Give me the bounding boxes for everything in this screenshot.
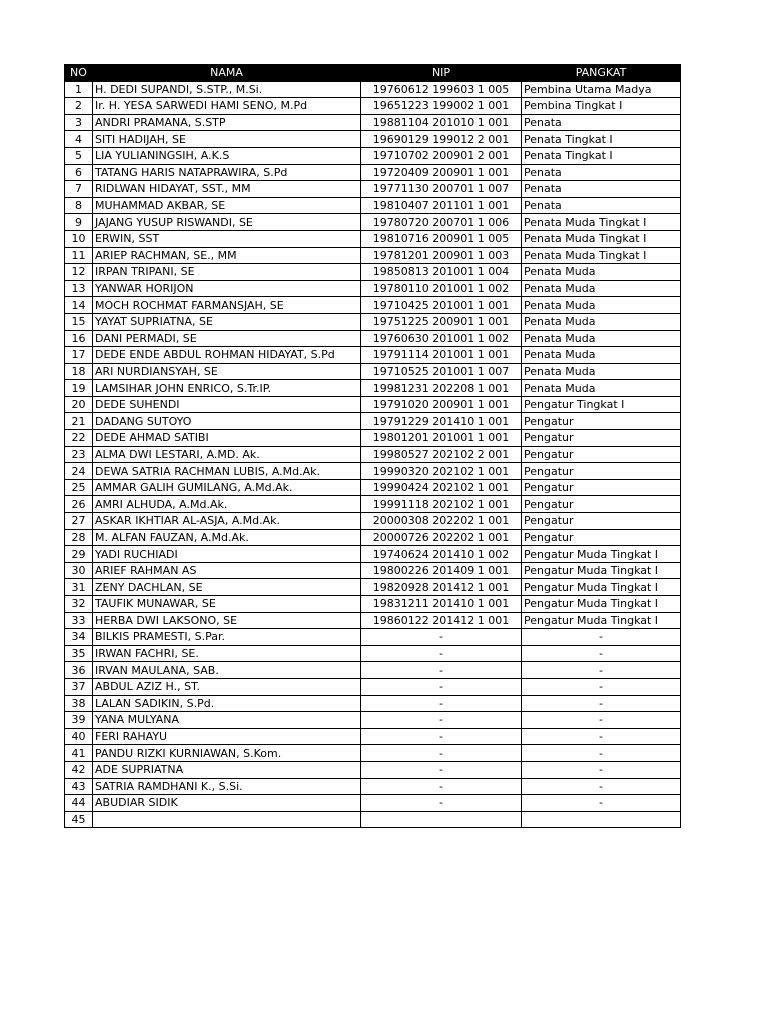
cell-nip: 19780720 200701 1 006: [361, 214, 522, 231]
cell-nip: 19810407 201101 1 001: [361, 197, 522, 214]
cell-pangkat: Pengatur Muda Tingkat I: [522, 562, 681, 579]
cell-pangkat: Pengatur: [522, 463, 681, 480]
cell-nama: ERWIN, SST: [93, 230, 361, 247]
cell-nama: TATANG HARIS NATAPRAWIRA, S.Pd: [93, 164, 361, 181]
cell-pangkat: Penata: [522, 197, 681, 214]
table-row: [65, 347, 681, 364]
cell-nip: 19791020 200901 1 001: [361, 396, 522, 413]
cell-pangkat: -: [522, 662, 681, 679]
cell-pangkat: Pengatur: [522, 529, 681, 546]
cell-pangkat: Pengatur Muda Tingkat I: [522, 579, 681, 596]
cell-no: 36: [65, 662, 93, 679]
cell-pangkat: Pembina Utama Madya: [522, 81, 681, 98]
table-row: [65, 579, 681, 596]
cell-nip: -: [361, 728, 522, 745]
cell-nama: LAMSIHAR JOHN ENRICO, S.Tr.IP.: [93, 380, 361, 397]
cell-nama: YAYAT SUPRIATNA, SE: [93, 313, 361, 330]
cell-no: 9: [65, 214, 93, 231]
cell-no: 20: [65, 396, 93, 413]
cell-pangkat: Penata Tingkat I: [522, 131, 681, 148]
cell-no: 34: [65, 629, 93, 646]
cell-no: 16: [65, 330, 93, 347]
cell-nama: YANWAR HORIJON: [93, 280, 361, 297]
cell-pangkat: Penata Muda: [522, 280, 681, 297]
table-row: [65, 446, 681, 463]
cell-no: 14: [65, 297, 93, 314]
table-row: [65, 297, 681, 314]
cell-nip: 19990320 202102 1 001: [361, 463, 522, 480]
cell-no: 31: [65, 579, 93, 596]
cell-no: 7: [65, 181, 93, 198]
cell-pangkat: Penata Muda: [522, 380, 681, 397]
table-row: [65, 811, 681, 828]
cell-no: 10: [65, 230, 93, 247]
table-row: [65, 546, 681, 563]
cell-pangkat: Penata Muda: [522, 297, 681, 314]
cell-nip: 19991118 202102 1 001: [361, 496, 522, 513]
table-row: [65, 529, 681, 546]
cell-no: 30: [65, 562, 93, 579]
cell-pangkat: Penata: [522, 181, 681, 198]
cell-pangkat: -: [522, 761, 681, 778]
cell-pangkat: Pembina Tingkat I: [522, 98, 681, 115]
cell-pangkat: Pengatur: [522, 430, 681, 447]
cell-nip: 19981231 202208 1 001: [361, 380, 522, 397]
cell-nama: LALAN SADIKIN, S.Pd.: [93, 695, 361, 712]
cell-nama: DANI PERMADI, SE: [93, 330, 361, 347]
cell-nip: 19781201 200901 1 003: [361, 247, 522, 264]
cell-nama: IRPAN TRIPANI, SE: [93, 264, 361, 281]
cell-nip: 19760612 199603 1 005: [361, 81, 522, 98]
cell-no: 3: [65, 114, 93, 131]
cell-pangkat: -: [522, 728, 681, 745]
cell-nip: 19740624 201410 1 002: [361, 546, 522, 563]
table-row: [65, 131, 681, 148]
cell-nip: 19791114 201001 1 001: [361, 347, 522, 364]
cell-nama: HERBA DWI LAKSONO, SE: [93, 612, 361, 629]
cell-pangkat: -: [522, 645, 681, 662]
cell-nama: ASKAR IKHTIAR AL-ASJA, A.Md.Ak.: [93, 513, 361, 530]
cell-nama: [93, 811, 361, 828]
table-row: [65, 98, 681, 115]
table-row: [65, 612, 681, 629]
table-row: [65, 562, 681, 579]
cell-no: 41: [65, 745, 93, 762]
cell-no: 13: [65, 280, 93, 297]
cell-nip: 19810716 200901 1 005: [361, 230, 522, 247]
cell-nip: -: [361, 778, 522, 795]
table-row: [65, 81, 681, 98]
cell-no: 35: [65, 645, 93, 662]
table-body: [65, 81, 681, 828]
cell-nip: 19850813 201001 1 004: [361, 264, 522, 281]
cell-no: 17: [65, 347, 93, 364]
cell-pangkat: Penata: [522, 164, 681, 181]
cell-nama: DEDE SUHENDI: [93, 396, 361, 413]
table-row: [65, 712, 681, 729]
cell-no: 2: [65, 98, 93, 115]
cell-nama: ABDUL AZIZ H., ST.: [93, 678, 361, 695]
cell-no: 28: [65, 529, 93, 546]
cell-no: 4: [65, 131, 93, 148]
cell-pangkat: Pengatur: [522, 479, 681, 496]
cell-nip: -: [361, 712, 522, 729]
cell-nama: RIDLWAN HIDAYAT, SST., MM: [93, 181, 361, 198]
table-row: [65, 695, 681, 712]
cell-no: 18: [65, 363, 93, 380]
cell-no: 23: [65, 446, 93, 463]
table-row: [65, 463, 681, 480]
cell-nama: M. ALFAN FAUZAN, A.Md.Ak.: [93, 529, 361, 546]
table-row: [65, 745, 681, 762]
cell-nama: AMMAR GALIH GUMILANG, A.Md.Ak.: [93, 479, 361, 496]
table-row: [65, 114, 681, 131]
cell-pangkat: Penata Muda: [522, 264, 681, 281]
cell-nip: 19710525 201001 1 007: [361, 363, 522, 380]
cell-no: 1: [65, 81, 93, 98]
table-row: [65, 479, 681, 496]
table-row: [65, 147, 681, 164]
cell-no: 32: [65, 596, 93, 613]
table-row: [65, 280, 681, 297]
cell-pangkat: -: [522, 695, 681, 712]
cell-no: 6: [65, 164, 93, 181]
cell-nip: -: [361, 678, 522, 695]
cell-no: 38: [65, 695, 93, 712]
table-row: [65, 795, 681, 812]
cell-nama: ADE SUPRIATNA: [93, 761, 361, 778]
cell-nip: 19760630 201001 1 002: [361, 330, 522, 347]
cell-pangkat: Penata Muda Tingkat I: [522, 230, 681, 247]
cell-no: 43: [65, 778, 93, 795]
cell-no: 42: [65, 761, 93, 778]
cell-no: 37: [65, 678, 93, 695]
cell-nama: PANDU RIZKI KURNIAWAN, S.Kom.: [93, 745, 361, 762]
cell-nip: 19801201 201001 1 001: [361, 430, 522, 447]
cell-pangkat: Pengatur: [522, 496, 681, 513]
cell-pangkat: -: [522, 712, 681, 729]
cell-nip: -: [361, 745, 522, 762]
cell-pangkat: Penata Muda Tingkat I: [522, 247, 681, 264]
cell-pangkat: Penata Muda: [522, 313, 681, 330]
cell-nama: SATRIA RAMDHANI K., S.Si.: [93, 778, 361, 795]
cell-no: 27: [65, 513, 93, 530]
cell-nip: -: [361, 761, 522, 778]
cell-no: 21: [65, 413, 93, 430]
table-row: [65, 264, 681, 281]
cell-nama: MOCH ROCHMAT FARMANSJAH, SE: [93, 297, 361, 314]
cell-nama: AMRI ALHUDA, A.Md.Ak.: [93, 496, 361, 513]
cell-nama: BILKIS PRAMESTI, S.Par.: [93, 629, 361, 646]
cell-pangkat: Pengatur: [522, 513, 681, 530]
cell-nama: IRWAN FACHRI, SE.: [93, 645, 361, 662]
cell-nip: 19800226 201409 1 001: [361, 562, 522, 579]
cell-pangkat: [522, 811, 681, 828]
cell-no: 26: [65, 496, 93, 513]
header-nip: NIP: [361, 65, 522, 82]
cell-nip: -: [361, 629, 522, 646]
cell-nama: IRVAN MAULANA, SAB.: [93, 662, 361, 679]
cell-nip: 19980527 202102 2 001: [361, 446, 522, 463]
cell-no: 11: [65, 247, 93, 264]
cell-nama: ARIEP RACHMAN, SE., MM: [93, 247, 361, 264]
cell-nip: 19771130 200701 1 007: [361, 181, 522, 198]
cell-pangkat: Pengatur Muda Tingkat I: [522, 612, 681, 629]
table-row: [65, 181, 681, 198]
table-row: [65, 380, 681, 397]
cell-nip: 19820928 201412 1 001: [361, 579, 522, 596]
cell-pangkat: Penata Muda Tingkat I: [522, 214, 681, 231]
cell-no: 40: [65, 728, 93, 745]
cell-no: 44: [65, 795, 93, 812]
employee-sheet: [64, 64, 680, 828]
cell-nama: LIA YULIANINGSIH, A.K.S: [93, 147, 361, 164]
cell-pangkat: -: [522, 778, 681, 795]
cell-pangkat: -: [522, 678, 681, 695]
cell-pangkat: Pengatur Muda Tingkat I: [522, 596, 681, 613]
employee-table: [64, 64, 681, 828]
table-row: [65, 330, 681, 347]
table-row: [65, 596, 681, 613]
cell-nip: 19751225 200901 1 001: [361, 313, 522, 330]
cell-nama: ZENY DACHLAN, SE: [93, 579, 361, 596]
cell-nip: -: [361, 695, 522, 712]
cell-no: 33: [65, 612, 93, 629]
table-row: [65, 678, 681, 695]
table-row: [65, 396, 681, 413]
cell-no: 8: [65, 197, 93, 214]
table-row: [65, 496, 681, 513]
cell-pangkat: -: [522, 745, 681, 762]
table-row: [65, 230, 681, 247]
cell-nama: ANDRI PRAMANA, S.STP: [93, 114, 361, 131]
header-pangkat: PANGKAT: [522, 65, 681, 82]
table-row: [65, 778, 681, 795]
table-row: [65, 645, 681, 662]
cell-nama: DEDE AHMAD SATIBI: [93, 430, 361, 447]
cell-nama: Ir. H. YESA SARWEDI HAMI SENO, M.Pd: [93, 98, 361, 115]
cell-pangkat: Pengatur: [522, 446, 681, 463]
cell-no: 39: [65, 712, 93, 729]
cell-pangkat: -: [522, 629, 681, 646]
cell-nip: 19990424 202102 1 001: [361, 479, 522, 496]
cell-nip: -: [361, 795, 522, 812]
cell-nip: 19881104 201010 1 001: [361, 114, 522, 131]
cell-nama: DEDE ENDE ABDUL ROHMAN HIDAYAT, S.Pd: [93, 347, 361, 364]
table-row: [65, 214, 681, 231]
cell-nama: DADANG SUTOYO: [93, 413, 361, 430]
cell-pangkat: Penata Tingkat I: [522, 147, 681, 164]
cell-pangkat: -: [522, 795, 681, 812]
cell-pangkat: Penata Muda: [522, 347, 681, 364]
header-row: [65, 65, 681, 82]
table-row: [65, 728, 681, 745]
table-row: [65, 313, 681, 330]
cell-no: 19: [65, 380, 93, 397]
table-row: [65, 197, 681, 214]
cell-nip: 19710425 201001 1 001: [361, 297, 522, 314]
cell-nama: ARIEF RAHMAN AS: [93, 562, 361, 579]
cell-nama: YADI RUCHIADI: [93, 546, 361, 563]
table-row: [65, 513, 681, 530]
cell-pangkat: Penata: [522, 114, 681, 131]
cell-nama: YANA MULYANA: [93, 712, 361, 729]
cell-nama: H. DEDI SUPANDI, S.STP., M.Si.: [93, 81, 361, 98]
cell-nip: 19690129 199012 2 001: [361, 131, 522, 148]
cell-nama: TAUFIK MUNAWAR, SE: [93, 596, 361, 613]
cell-pangkat: Pengatur Tingkat I: [522, 396, 681, 413]
cell-nip: 19780110 201001 1 002: [361, 280, 522, 297]
cell-nama: ABUDIAR SIDIK: [93, 795, 361, 812]
cell-nip: [361, 811, 522, 828]
cell-nip: 19831211 201410 1 001: [361, 596, 522, 613]
table-row: [65, 761, 681, 778]
table-row: [65, 413, 681, 430]
cell-nama: DEWA SATRIA RACHMAN LUBIS, A.Md.Ak.: [93, 463, 361, 480]
cell-nip: 20000726 202202 1 001: [361, 529, 522, 546]
cell-nama: ALMA DWI LESTARI, A.MD. Ak.: [93, 446, 361, 463]
cell-nip: -: [361, 645, 522, 662]
cell-nip: 19720409 200901 1 001: [361, 164, 522, 181]
cell-nama: MUHAMMAD AKBAR, SE: [93, 197, 361, 214]
cell-no: 24: [65, 463, 93, 480]
cell-pangkat: Penata Muda: [522, 330, 681, 347]
table-row: [65, 164, 681, 181]
cell-no: 45: [65, 811, 93, 828]
cell-nip: -: [361, 662, 522, 679]
cell-no: 29: [65, 546, 93, 563]
cell-no: 25: [65, 479, 93, 496]
cell-nama: JAJANG YUSUP RISWANDI, SE: [93, 214, 361, 231]
cell-no: 5: [65, 147, 93, 164]
cell-nip: 19710702 200901 2 001: [361, 147, 522, 164]
table-row: [65, 662, 681, 679]
cell-pangkat: Pengatur Muda Tingkat I: [522, 546, 681, 563]
cell-nama: FERI RAHAYU: [93, 728, 361, 745]
table-row: [65, 430, 681, 447]
table-row: [65, 247, 681, 264]
header-no: NO: [65, 65, 93, 82]
header-nama: NAMA: [93, 65, 361, 82]
cell-no: 12: [65, 264, 93, 281]
cell-no: 22: [65, 430, 93, 447]
cell-pangkat: Penata Muda: [522, 363, 681, 380]
cell-nip: 19860122 201412 1 001: [361, 612, 522, 629]
table-row: [65, 629, 681, 646]
table-row: [65, 363, 681, 380]
cell-nama: ARI NURDIANSYAH, SE: [93, 363, 361, 380]
cell-nama: SITI HADIJAH, SE: [93, 131, 361, 148]
cell-nip: 19791229 201410 1 001: [361, 413, 522, 430]
cell-no: 15: [65, 313, 93, 330]
cell-nip: 19651223 199002 1 001: [361, 98, 522, 115]
cell-pangkat: Pengatur: [522, 413, 681, 430]
cell-nip: 20000308 202202 1 001: [361, 513, 522, 530]
